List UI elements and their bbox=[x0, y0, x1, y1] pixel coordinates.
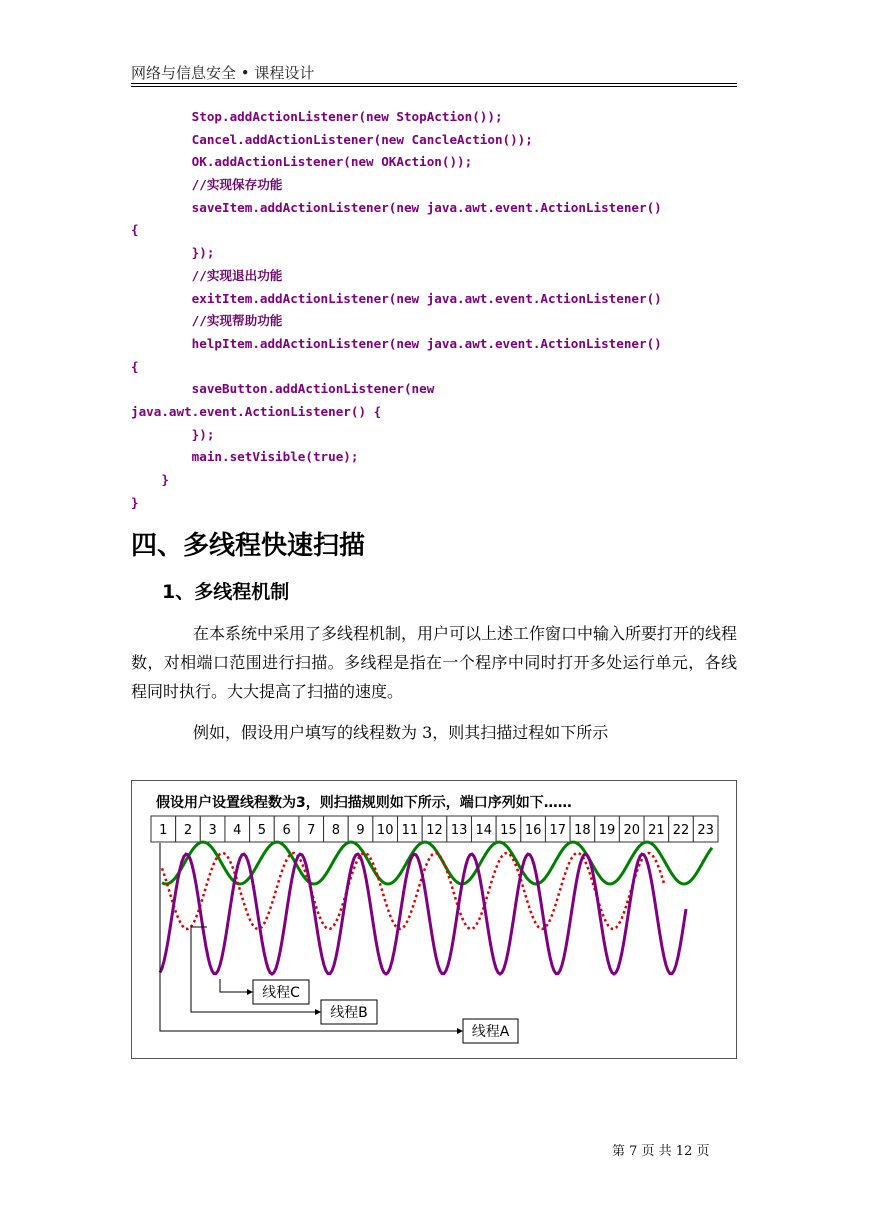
port-number: 18 bbox=[574, 823, 591, 838]
thread-scan-figure bbox=[131, 780, 737, 1059]
section-heading: 四、多线程快速扫描 bbox=[131, 531, 366, 561]
code-comment-line: //实现帮助功能 bbox=[131, 313, 283, 329]
code-line: } bbox=[131, 494, 139, 510]
code-line: }); bbox=[131, 426, 215, 442]
thread-c-label: 线程C bbox=[262, 985, 300, 1001]
thread-b-arrow bbox=[315, 1009, 321, 1015]
port-number: 14 bbox=[475, 823, 493, 838]
port-number: 15 bbox=[500, 823, 517, 838]
code-line: saveItem.addActionListener(new java.awt.event.ActionListener() bbox=[131, 199, 662, 215]
code-line: Cancel.addActionListener(new CancleAction()); bbox=[131, 131, 533, 147]
header-rule bbox=[131, 83, 737, 84]
port-number: 19 bbox=[598, 823, 616, 838]
port-number: 9 bbox=[356, 823, 365, 838]
code-line: Stop.addActionListener(new StopAction()); bbox=[131, 109, 503, 124]
port-number: 2 bbox=[183, 823, 193, 838]
port-number: 1 bbox=[159, 823, 168, 838]
code-comment-line: //实现保存功能 bbox=[131, 177, 283, 193]
page-header: 网络与信息安全 • 课程设计 bbox=[131, 64, 315, 82]
code-block bbox=[131, 106, 751, 514]
thread-b-label: 线程B bbox=[330, 1005, 368, 1021]
code-line: java.awt.event.ActionListener() { bbox=[131, 403, 382, 419]
subsection-heading: 1、多线程机制 bbox=[162, 581, 290, 603]
code-line: { bbox=[131, 358, 139, 374]
port-number: 21 bbox=[648, 823, 665, 838]
thread-a-wave bbox=[160, 854, 686, 974]
port-number: 16 bbox=[524, 823, 542, 838]
port-number: 5 bbox=[257, 823, 267, 838]
port-number: 6 bbox=[282, 823, 291, 838]
code-line: main.setVisible(true); bbox=[131, 449, 359, 465]
port-number: 4 bbox=[233, 823, 242, 838]
port-number: 23 bbox=[697, 823, 714, 838]
port-number: 12 bbox=[426, 823, 443, 838]
thread-a-arrow bbox=[457, 1028, 463, 1034]
thread-c-wave bbox=[162, 842, 712, 884]
thread-a-label: 线程A bbox=[471, 1024, 510, 1040]
paragraph-1: 在本系统中采用了多线程机制，用户可以上述工作窗口中输入所要打开的线程数，对相端口范围进行扫描。多线程是指在一个程序中同时打开多处运行单元，各线程同时执行。大大提高了扫描的速度。 bbox=[131, 624, 738, 701]
port-number: 11 bbox=[401, 823, 419, 838]
paragraph-2: 例如，假设用户填写的线程数为 3，则其扫描过程如下所示 bbox=[193, 723, 609, 742]
code-line: { bbox=[131, 222, 139, 238]
code-comment-line: //实现退出功能 bbox=[131, 267, 283, 283]
code-line: } bbox=[131, 472, 169, 487]
figure-caption: 假设用户设置线程数为3，则扫描规则如下所示，端口序列如下…… bbox=[156, 795, 572, 811]
port-number: 22 bbox=[672, 823, 690, 838]
thread-c-arrow bbox=[247, 989, 253, 995]
port-number: 17 bbox=[549, 823, 567, 838]
port-number: 10 bbox=[376, 823, 394, 838]
page-footer: 第 7 页 共 12 页 bbox=[612, 1144, 710, 1159]
port-number: 7 bbox=[307, 823, 316, 838]
port-number: 3 bbox=[208, 823, 217, 838]
code-line: OK.addActionListener(new OKAction()); bbox=[131, 154, 473, 170]
code-line: exitItem.addActionListener(new java.awt.event.ActionListener() bbox=[131, 290, 662, 306]
port-number: 20 bbox=[623, 823, 640, 838]
port-number: 13 bbox=[450, 823, 468, 838]
port-number: 8 bbox=[331, 823, 341, 838]
code-line: }); bbox=[131, 245, 215, 261]
code-line: saveButton.addActionListener(new bbox=[131, 381, 435, 397]
header-rule-thin bbox=[131, 86, 737, 87]
code-line: helpItem.addActionListener(new java.awt.event.ActionListener() bbox=[131, 335, 662, 351]
